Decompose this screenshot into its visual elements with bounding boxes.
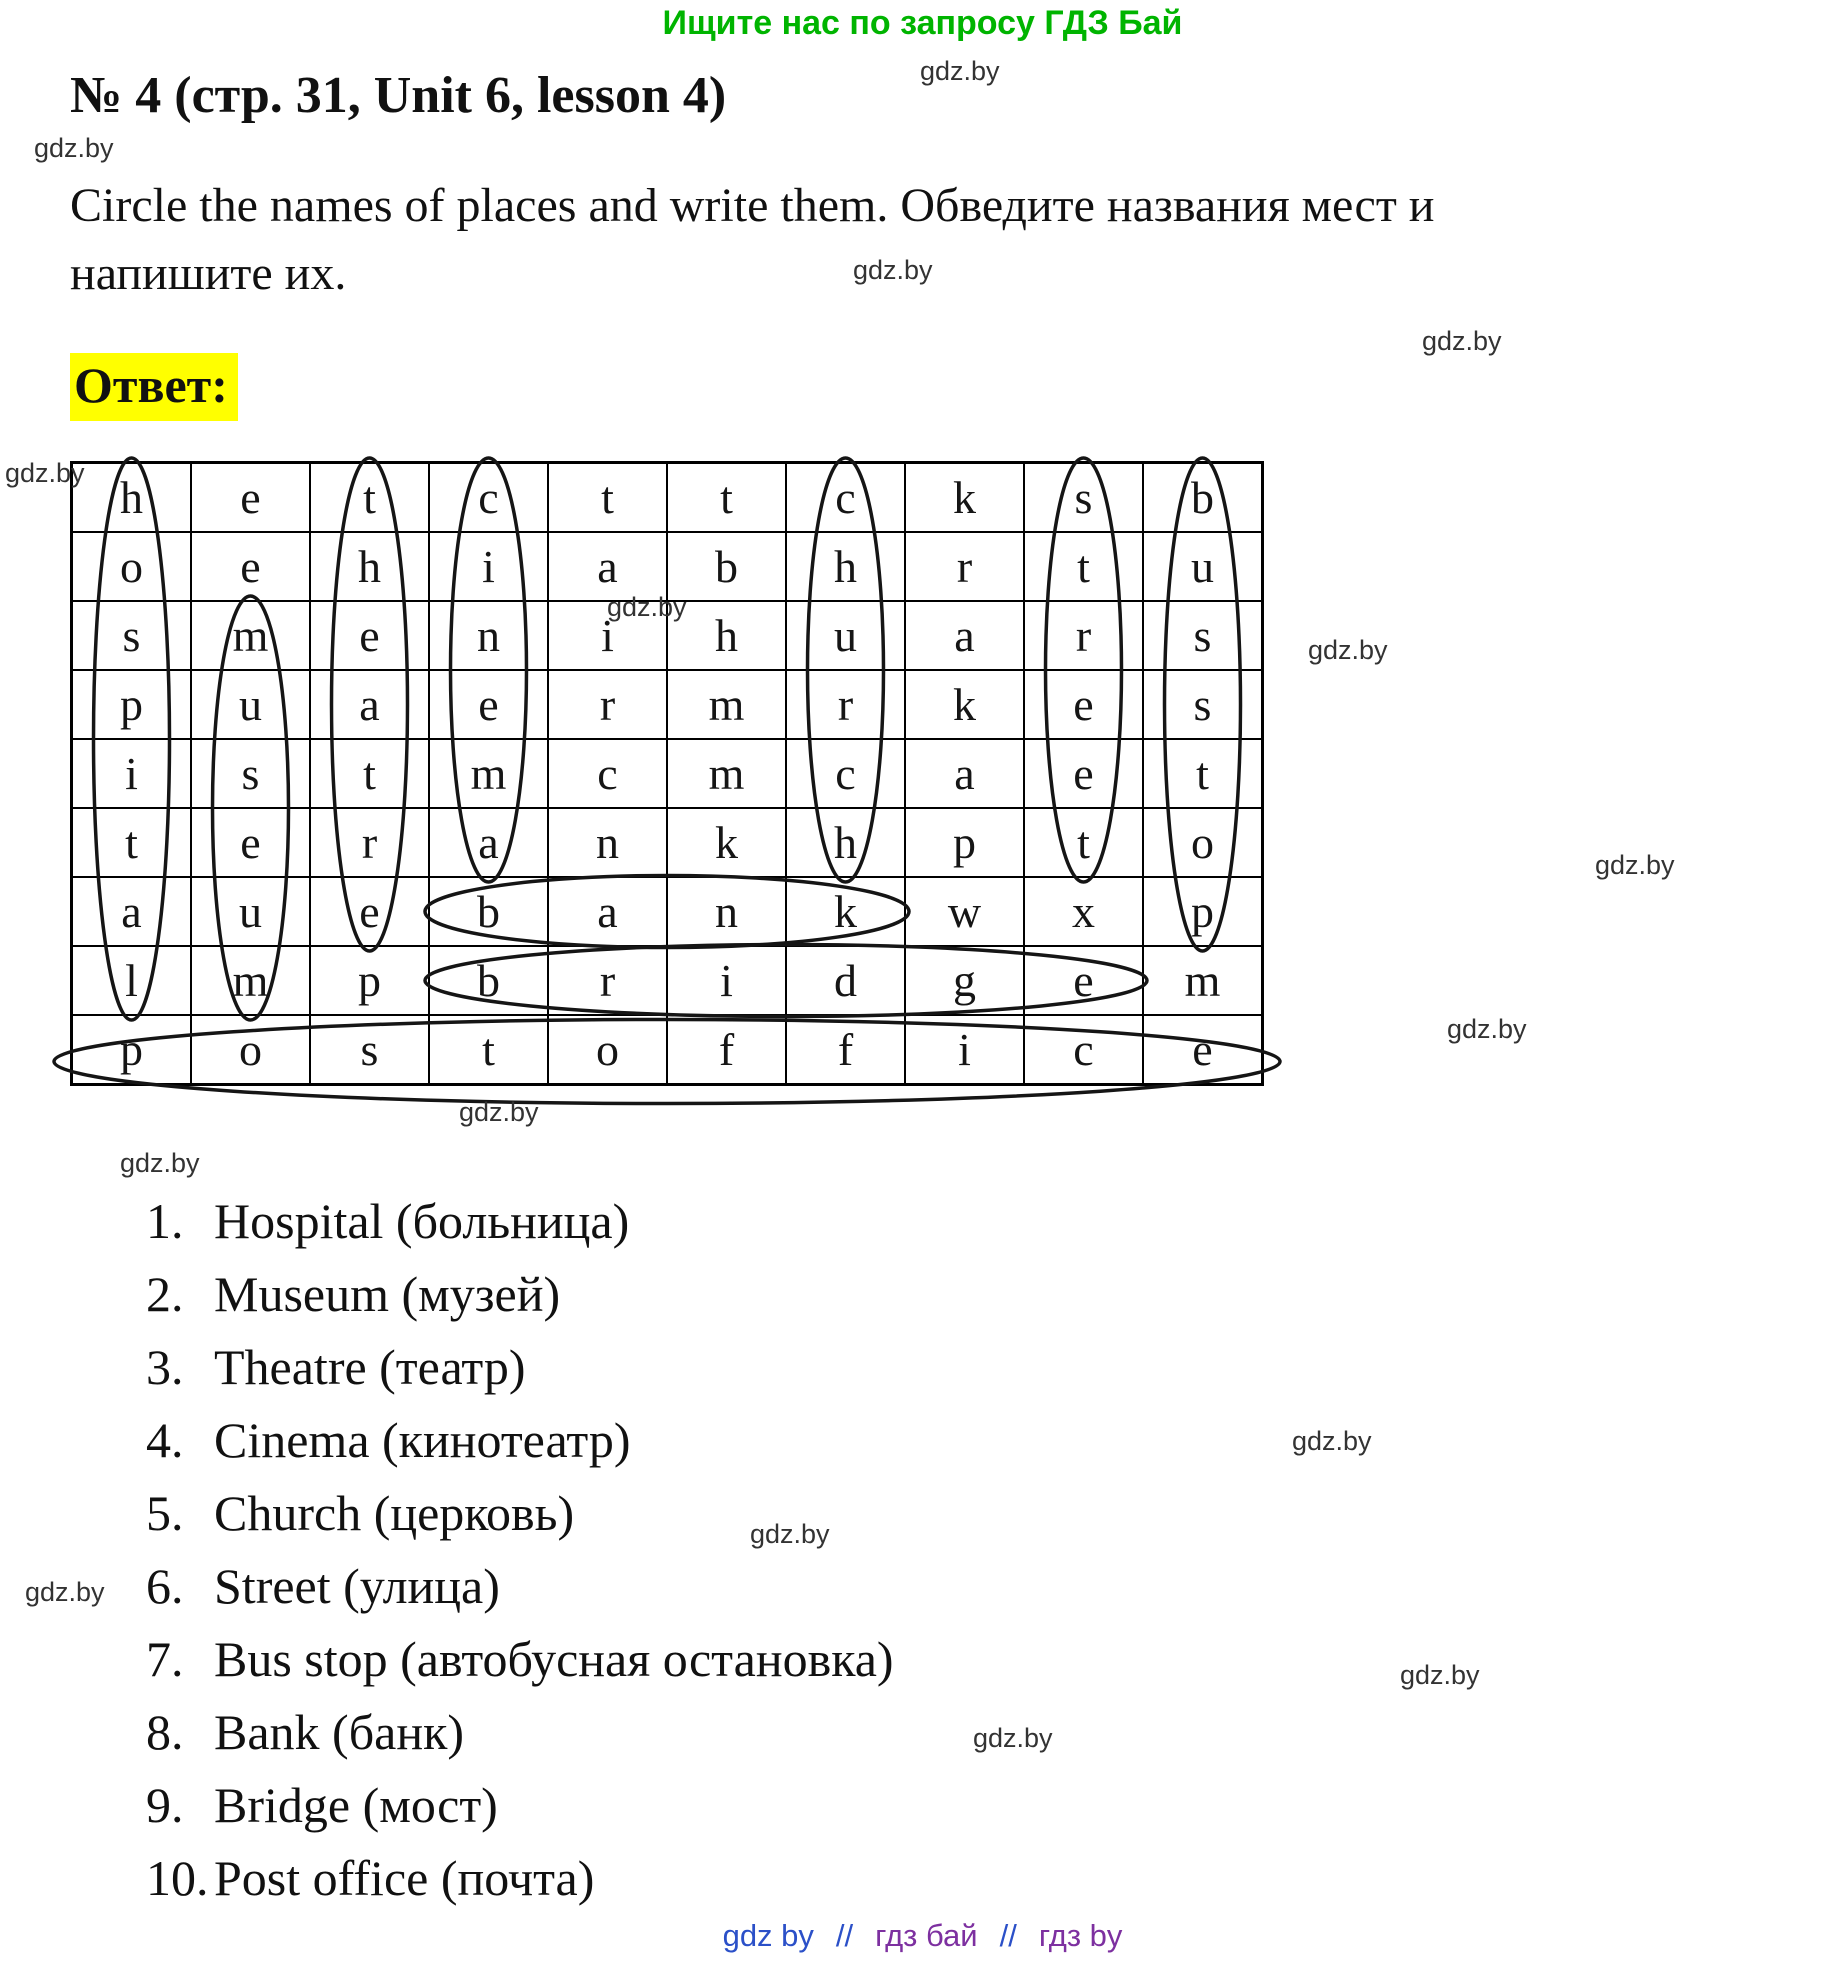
grid-cell: a xyxy=(310,670,429,739)
grid-cell: n xyxy=(548,808,667,877)
letter-grid xyxy=(70,461,1264,1086)
answer-label xyxy=(70,356,238,414)
grid-cell: p xyxy=(1143,877,1262,946)
grid-cell: m xyxy=(1143,946,1262,1015)
grid-cell: h xyxy=(72,463,191,532)
answer-item xyxy=(146,1338,894,1411)
grid-cell: a xyxy=(905,601,1024,670)
grid-cell: n xyxy=(667,877,786,946)
grid-cell: o xyxy=(1143,808,1262,877)
grid-cell: s xyxy=(1143,670,1262,739)
grid-cell: k xyxy=(905,670,1024,739)
grid-cell: e xyxy=(1143,1015,1262,1084)
grid-cell: t xyxy=(310,739,429,808)
task-line-2: напишите их. xyxy=(70,247,347,300)
grid-cell: k xyxy=(905,463,1024,532)
grid-cell: w xyxy=(905,877,1024,946)
answer-number: 9. xyxy=(146,1777,184,1833)
grid-cell: o xyxy=(548,1015,667,1084)
grid-cell: p xyxy=(72,670,191,739)
answer-label-text: Ответ: xyxy=(70,353,238,421)
grid-cell: n xyxy=(429,601,548,670)
grid-cell: e xyxy=(191,463,310,532)
grid-cell: t xyxy=(72,808,191,877)
grid-cell: e xyxy=(191,532,310,601)
grid-cell: s xyxy=(1024,463,1143,532)
footer-link[interactable]: гдз бай xyxy=(875,1918,978,1953)
answer-number: 2. xyxy=(146,1266,184,1322)
watermark: gdz.by xyxy=(607,592,687,622)
answer-number: 1. xyxy=(146,1193,184,1249)
grid-cell: h xyxy=(786,532,905,601)
answer-item xyxy=(146,1703,894,1776)
answer-text: Hospital (больница) xyxy=(214,1193,630,1249)
grid-cell: h xyxy=(667,601,786,670)
grid-cell: e xyxy=(1024,670,1143,739)
grid-cell: c xyxy=(429,463,548,532)
grid-cell: b xyxy=(667,532,786,601)
grid-cell: i xyxy=(429,532,548,601)
footer xyxy=(0,1918,1845,1954)
watermark: gdz.by xyxy=(750,1519,830,1549)
grid-cell: t xyxy=(548,463,667,532)
watermark: gdz.by xyxy=(1422,326,1502,356)
grid-cell: e xyxy=(429,670,548,739)
grid-cell: c xyxy=(786,739,905,808)
footer-link[interactable]: gdz by xyxy=(722,1918,814,1953)
grid-cell: x xyxy=(1024,877,1143,946)
answer-item xyxy=(146,1192,894,1265)
grid-cell: c xyxy=(548,739,667,808)
grid-cell: p xyxy=(72,1015,191,1084)
grid-cell: m xyxy=(667,670,786,739)
answer-text: Cinema (кинотеатр) xyxy=(214,1412,631,1468)
answer-item xyxy=(146,1411,894,1484)
grid-cell: b xyxy=(429,877,548,946)
grid-cell: a xyxy=(905,739,1024,808)
grid-cell: r xyxy=(548,670,667,739)
task-description xyxy=(70,172,1750,308)
grid-cell: t xyxy=(1024,532,1143,601)
grid-cell: i xyxy=(905,1015,1024,1084)
grid-cell: m xyxy=(667,739,786,808)
grid-cell: u xyxy=(786,601,905,670)
grid-cell: t xyxy=(667,463,786,532)
grid-cell: i xyxy=(548,601,667,670)
grid-cell: a xyxy=(548,877,667,946)
answer-text: Post office (почта) xyxy=(214,1850,595,1906)
grid-cell: e xyxy=(310,601,429,670)
word-search-grid xyxy=(70,461,1264,1086)
grid-cell: l xyxy=(72,946,191,1015)
grid-cell: t xyxy=(1024,808,1143,877)
watermark: gdz.by xyxy=(920,56,1000,86)
grid-cell: o xyxy=(72,532,191,601)
grid-cell: m xyxy=(429,739,548,808)
answer-number: 5. xyxy=(146,1485,184,1541)
grid-cell: a xyxy=(72,877,191,946)
grid-cell: t xyxy=(1143,739,1262,808)
grid-cell: d xyxy=(786,946,905,1015)
grid-cell: k xyxy=(786,877,905,946)
grid-cell: s xyxy=(72,601,191,670)
answer-item xyxy=(146,1849,894,1922)
answer-item xyxy=(146,1630,894,1703)
grid-cell: r xyxy=(310,808,429,877)
answer-text: Theatre (театр) xyxy=(214,1339,526,1395)
watermark: gdz.by xyxy=(34,133,114,163)
grid-cell: k xyxy=(667,808,786,877)
grid-cell: r xyxy=(905,532,1024,601)
grid-cell: h xyxy=(786,808,905,877)
grid-cell: g xyxy=(905,946,1024,1015)
watermark: gdz.by xyxy=(1308,635,1388,665)
grid-cell: e xyxy=(1024,946,1143,1015)
grid-cell: b xyxy=(1143,463,1262,532)
promo-banner: Ищите нас по запросу ГДЗ Бай xyxy=(662,4,1183,42)
answer-number: 7. xyxy=(146,1631,184,1687)
answer-text: Museum (музей) xyxy=(214,1266,561,1322)
answer-text: Bridge (мост) xyxy=(214,1777,498,1833)
grid-cell: m xyxy=(191,946,310,1015)
watermark: gdz.by xyxy=(973,1723,1053,1753)
grid-cell: o xyxy=(191,1015,310,1084)
watermark: gdz.by xyxy=(1595,850,1675,880)
answers-list xyxy=(146,1192,894,1922)
grid-cell: h xyxy=(310,532,429,601)
watermark: gdz.by xyxy=(1400,1660,1480,1690)
grid-cell: p xyxy=(905,808,1024,877)
grid-cell: u xyxy=(1143,532,1262,601)
answer-text: Bank (банк) xyxy=(214,1704,465,1760)
grid-cell: t xyxy=(429,1015,548,1084)
grid-cell: m xyxy=(191,601,310,670)
grid-cell: r xyxy=(1024,601,1143,670)
footer-separator: // xyxy=(999,1918,1017,1953)
grid-cell: f xyxy=(786,1015,905,1084)
grid-cell: s xyxy=(191,739,310,808)
grid-cell: f xyxy=(667,1015,786,1084)
grid-cell: a xyxy=(429,808,548,877)
grid-cell: e xyxy=(1024,739,1143,808)
grid-cell: c xyxy=(786,463,905,532)
answer-text: Church (церковь) xyxy=(214,1485,575,1541)
answer-number: 8. xyxy=(146,1704,184,1760)
answer-number: 4. xyxy=(146,1412,184,1468)
answer-item xyxy=(146,1557,894,1630)
grid-cell: r xyxy=(786,670,905,739)
watermark: gdz.by xyxy=(25,1577,105,1607)
watermark: gdz.by xyxy=(5,458,85,488)
footer-link[interactable]: гдз by xyxy=(1038,1918,1123,1953)
grid-cell: e xyxy=(191,808,310,877)
footer-separator: // xyxy=(835,1918,854,1953)
answer-number: 3. xyxy=(146,1339,184,1395)
answer-item xyxy=(146,1265,894,1338)
answer-text: Street (улица) xyxy=(214,1558,500,1614)
grid-cell: r xyxy=(548,946,667,1015)
grid-cell: s xyxy=(1143,601,1262,670)
grid-cell: i xyxy=(667,946,786,1015)
exercise-title: № 4 (стр. 31, Unit 6, lesson 4) xyxy=(70,67,727,124)
grid-cell: s xyxy=(310,1015,429,1084)
watermark: gdz.by xyxy=(1292,1426,1372,1456)
grid-cell: a xyxy=(548,532,667,601)
answer-number: 10. xyxy=(146,1850,209,1906)
grid-cell: u xyxy=(191,877,310,946)
grid-cell: t xyxy=(310,463,429,532)
watermark: gdz.by xyxy=(459,1097,539,1127)
grid-cell: u xyxy=(191,670,310,739)
watermark: gdz.by xyxy=(1447,1014,1527,1044)
grid-cell: b xyxy=(429,946,548,1015)
answer-text: Bus stop (автобусная остановка) xyxy=(214,1631,894,1687)
grid-cell: c xyxy=(1024,1015,1143,1084)
grid-cell: e xyxy=(310,877,429,946)
grid-cell: i xyxy=(72,739,191,808)
task-line-1: Circle the names of places and write them. Обведите названия мест и xyxy=(70,179,1435,232)
grid-cell: p xyxy=(310,946,429,1015)
answer-number: 6. xyxy=(146,1558,184,1614)
watermark: gdz.by xyxy=(120,1148,200,1178)
watermark: gdz.by xyxy=(853,255,933,285)
answer-item xyxy=(146,1776,894,1849)
